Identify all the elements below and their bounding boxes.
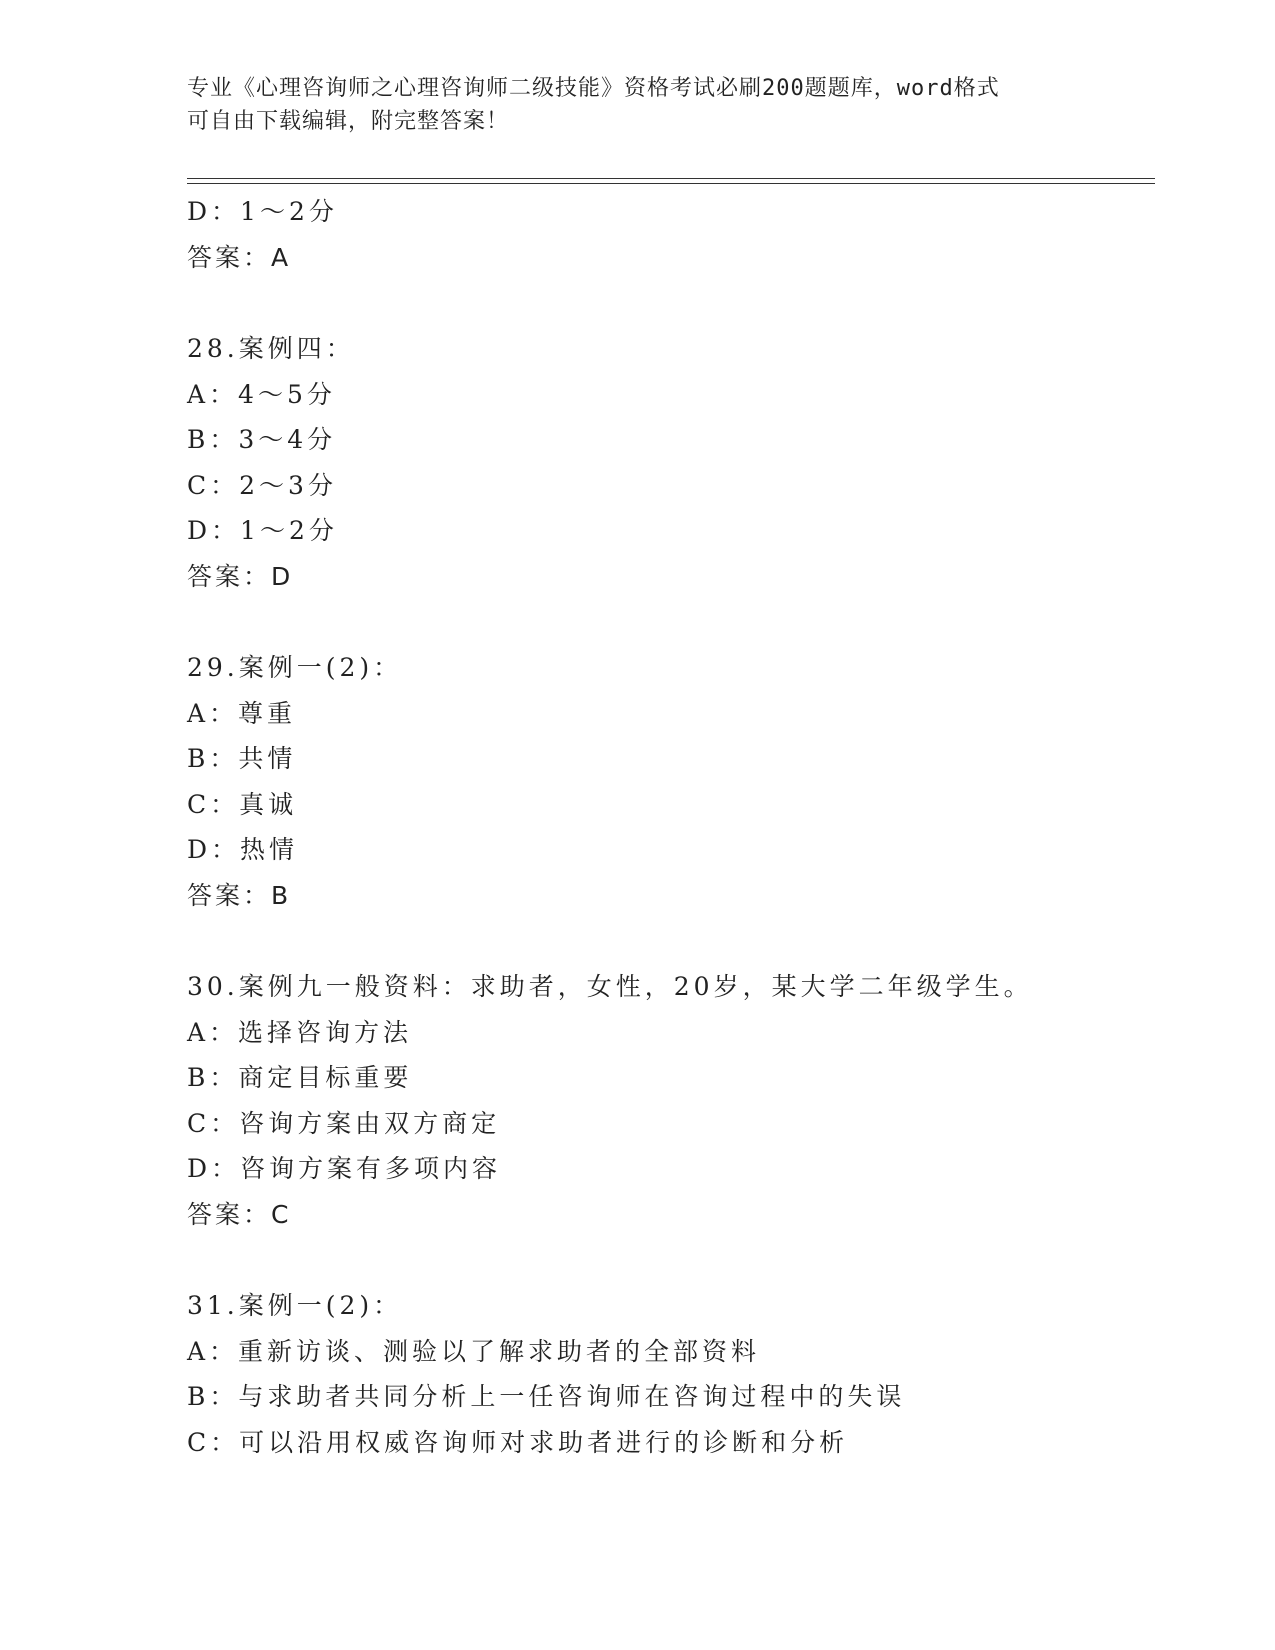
document-header [187, 72, 1087, 138]
option-line: B：与求助者共同分析上一任咨询师在咨询过程中的失误 [187, 1382, 906, 1411]
question-title: 28.案例四： [187, 334, 355, 363]
question-title: 29.案例一(2)： [187, 653, 403, 682]
option-line: A：重新访谈、测验以了解求助者的全部资料 [187, 1336, 761, 1366]
block-gap [187, 599, 1155, 645]
header-line-1: 专业《心理咨询师之心理咨询师二级技能》资格考试必刷200题题库，word格式 [187, 76, 1000, 101]
option-line: D：热情 [187, 835, 299, 864]
answer-line: 答案：B [187, 880, 292, 910]
option-line: D：咨询方案有多项内容 [187, 1154, 502, 1183]
question-title: 31.案例一(2)： [187, 1291, 403, 1320]
option-line: A：4～5分 [187, 379, 336, 409]
option-line: A：尊重 [187, 698, 297, 728]
block-gap [187, 1237, 1155, 1283]
header-divider-bottom [187, 183, 1155, 184]
option-line: C：2～3分 [187, 470, 337, 500]
option-line: B：商定目标重要 [187, 1063, 413, 1092]
answer-line: 答案：D [187, 561, 294, 591]
header-divider-top [187, 178, 1155, 179]
option-line: A：选择咨询方法 [187, 1017, 413, 1047]
block-gap [187, 918, 1155, 964]
header-line-2: 可自由下载编辑，附完整答案！ [187, 109, 510, 134]
option-line: C：真诚 [187, 789, 298, 819]
answer-line: 答案：A [187, 242, 292, 272]
option-line: B：共情 [187, 744, 297, 773]
option-line: C：咨询方案由双方商定 [187, 1108, 501, 1138]
question-list [187, 189, 1155, 1465]
option-line: C：可以沿用权威咨询师对求助者进行的诊断和分析 [187, 1427, 849, 1457]
block-gap [187, 280, 1155, 326]
option-line: B：3～4分 [187, 425, 337, 454]
question-title: 30.案例九一般资料：求助者，女性，20岁，某大学二年级学生。 [187, 972, 1033, 1001]
option-line: D：1～2分 [187, 197, 338, 226]
answer-line: 答案：C [187, 1199, 292, 1229]
option-line: D：1～2分 [187, 516, 338, 545]
